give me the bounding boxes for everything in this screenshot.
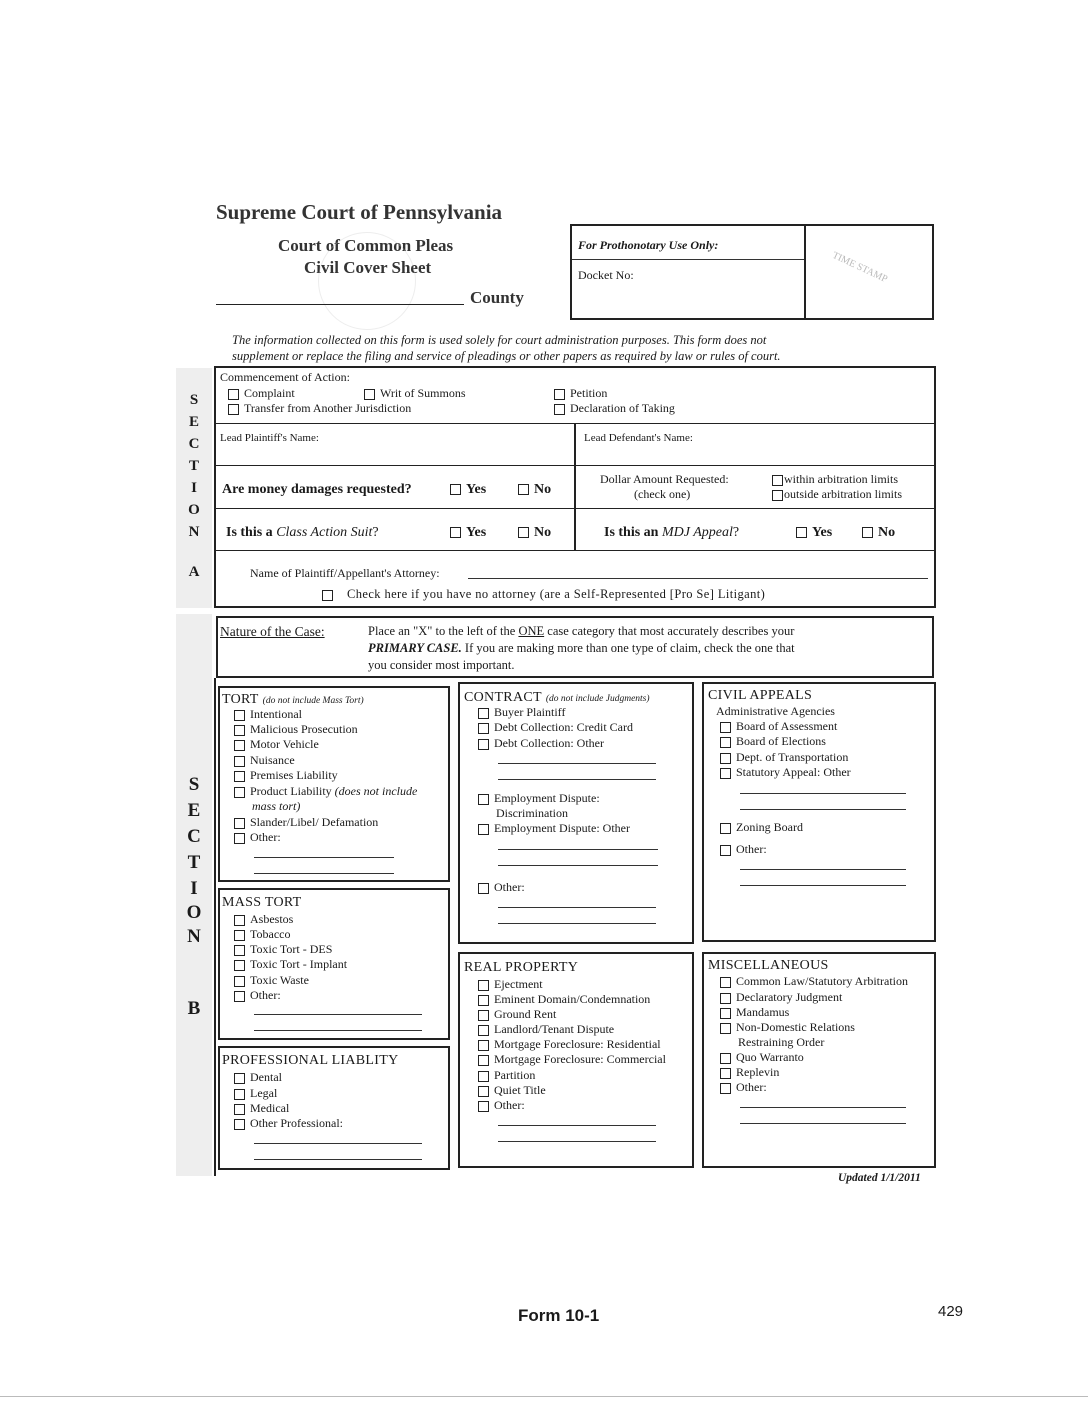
checkbox[interactable] <box>518 484 529 495</box>
checkbox[interactable] <box>478 1010 489 1021</box>
tort-premises[interactable]: Premises Liability <box>234 768 338 783</box>
attorney-label: Name of Plaintiff/Appellant's Attorney: <box>250 566 440 580</box>
checkbox[interactable] <box>478 1025 489 1036</box>
prothonotary-line <box>572 259 804 260</box>
class-action-question: Is this a Class Action Suit? <box>226 525 379 540</box>
checkbox[interactable] <box>478 1101 489 1112</box>
real-property-ejectment[interactable]: Ejectment <box>478 977 543 992</box>
real-property-mortgage-res[interactable]: Mortgage Foreclosure: Residential <box>478 1037 661 1052</box>
checkbox[interactable] <box>554 404 565 415</box>
checkbox[interactable] <box>720 753 731 764</box>
misc-other-line <box>740 1123 906 1124</box>
checkbox[interactable] <box>234 787 245 798</box>
misc-other-line <box>740 1107 906 1108</box>
civil-appeals-other-line-b <box>740 885 906 886</box>
section-b-letter: C <box>187 826 201 847</box>
checkbox[interactable] <box>720 977 731 988</box>
civil-appeals-statutory[interactable]: Statutory Appeal: Other <box>720 765 851 780</box>
real-property-quiet-title[interactable]: Quiet Title <box>478 1083 546 1098</box>
real-property-other[interactable]: Other: <box>478 1098 525 1113</box>
professional-other[interactable]: Other Professional: <box>234 1116 343 1131</box>
checkbox[interactable] <box>234 1119 245 1130</box>
checkbox[interactable] <box>478 1071 489 1082</box>
contract-employment-discrimination[interactable]: Employment Dispute: <box>478 791 600 806</box>
checkbox[interactable] <box>720 722 731 733</box>
contract-employment-line <box>498 865 658 866</box>
contract-credit-card[interactable]: Debt Collection: Credit Card <box>478 720 633 735</box>
civil-appeals-assessment[interactable]: Board of Assessment <box>720 719 837 734</box>
professional-other-line <box>254 1143 422 1144</box>
checkbox[interactable] <box>478 794 489 805</box>
tort-other-line <box>254 857 394 858</box>
checkbox[interactable] <box>364 389 375 400</box>
county-line <box>216 304 464 305</box>
checkbox[interactable] <box>720 737 731 748</box>
page-number: 429 <box>938 1303 964 1320</box>
county-label: County <box>470 288 524 307</box>
checkbox[interactable] <box>720 845 731 856</box>
contract-debt-other[interactable]: Debt Collection: Other <box>478 736 604 751</box>
misc-title: MISCELLANEOUS <box>708 958 829 973</box>
commencement-complaint[interactable]: Complaint <box>228 386 295 401</box>
section-b-letter: B <box>187 998 201 1019</box>
misc-other[interactable]: Other: <box>720 1080 767 1095</box>
civil-appeals-subtitle: Administrative Agencies <box>716 704 835 718</box>
civil-appeals-other[interactable]: Other: <box>720 842 767 857</box>
professional-medical[interactable]: Medical <box>234 1101 289 1116</box>
checkbox[interactable] <box>234 945 245 956</box>
section-a-letter: I <box>191 480 197 496</box>
checkbox[interactable] <box>234 960 245 971</box>
section-a-letter: C <box>188 436 200 452</box>
real-property-other-line <box>498 1125 656 1126</box>
checkbox[interactable] <box>234 1073 245 1084</box>
section-a-letter: T <box>188 458 199 474</box>
checkbox[interactable] <box>478 1055 489 1066</box>
checkbox[interactable] <box>478 723 489 734</box>
checkbox[interactable] <box>478 883 489 894</box>
section-a-letter: S <box>189 392 199 408</box>
section-a-col-divider <box>574 424 576 550</box>
tort-slander[interactable]: Slander/Libel/ Defamation <box>234 815 378 830</box>
misc-declaratory[interactable]: Declaratory Judgment <box>720 990 842 1005</box>
contract-other-line-b <box>498 907 656 908</box>
contract-employment-discrimination-2: Discrimination <box>496 806 568 820</box>
checkbox[interactable] <box>720 1053 731 1064</box>
prothonotary-divider <box>804 224 806 320</box>
checkbox[interactable] <box>234 1089 245 1100</box>
checkbox[interactable] <box>234 818 245 829</box>
misc-mandamus[interactable]: Mandamus <box>720 1005 789 1020</box>
checkbox[interactable] <box>234 930 245 941</box>
checkbox[interactable] <box>234 725 245 736</box>
checkbox[interactable] <box>862 527 873 538</box>
civil-appeals-title: CIVIL APPEALS <box>708 688 813 703</box>
checkbox[interactable] <box>234 991 245 1002</box>
checkbox[interactable] <box>234 740 245 751</box>
mdj-appeal-question: Is this an MDJ Appeal? <box>604 525 740 540</box>
lead-defendant-label: Lead Defendant's Name: <box>584 432 693 444</box>
tort-other[interactable]: Other: <box>234 830 281 845</box>
checkbox[interactable] <box>554 389 565 400</box>
checkbox[interactable] <box>478 824 489 835</box>
dollar-check-one: (check one) <box>634 487 691 501</box>
section-b-letter: I <box>190 878 198 899</box>
nature-text-2: PRIMARY CASE. If you are making more than one type of claim, check the one that <box>368 641 795 655</box>
section-b-letter: E <box>187 800 201 821</box>
class-action-no[interactable]: No <box>518 525 551 541</box>
checkbox[interactable] <box>228 389 239 400</box>
checkbox[interactable] <box>234 1104 245 1115</box>
misc-arbitration[interactable]: Common Law/Statutory Arbitration <box>720 974 908 989</box>
notice-line-2: supplement or replace the filing and service of pleadings or other papers as required by law or rules of court. <box>232 349 781 363</box>
professional-legal[interactable]: Legal <box>234 1086 277 1101</box>
civil-appeals-transportation[interactable]: Dept. of Transportation <box>720 750 848 765</box>
checkbox[interactable] <box>234 756 245 767</box>
civil-appeals-other-line <box>740 809 906 810</box>
dollar-amount-label: Dollar Amount Requested: <box>600 472 729 486</box>
tort-product-note-2: mass tort) <box>252 799 301 813</box>
mass-tort-other-line <box>254 1014 422 1015</box>
professional-dental[interactable]: Dental <box>234 1070 282 1085</box>
money-damages-question: Are money damages requested? <box>222 482 412 497</box>
tort-title: TORT (do not include Mass Tort) <box>222 692 364 707</box>
checkbox[interactable] <box>720 823 731 834</box>
court-seal <box>318 232 416 330</box>
tort-motor-vehicle[interactable]: Motor Vehicle <box>234 737 319 752</box>
checkbox[interactable] <box>322 590 333 601</box>
checkbox[interactable] <box>772 475 783 486</box>
nature-text-1: Place an "X" to the left of the ONE case category that most accurately describes your <box>368 624 795 638</box>
money-no[interactable]: No <box>518 482 551 498</box>
nature-text-3: you consider most important. <box>368 658 515 672</box>
checkbox[interactable] <box>478 1086 489 1097</box>
real-property-ground-rent[interactable]: Ground Rent <box>478 1007 556 1022</box>
commencement-transfer[interactable]: Transfer from Another Jurisdiction <box>228 401 411 416</box>
section-a-sidebar <box>176 368 212 608</box>
notice-line-1: The information collected on this form is used solely for court administration purposes. This form does not <box>232 333 767 347</box>
commencement-title: Commencement of Action: <box>220 370 350 384</box>
contract-other-line-b <box>498 923 656 924</box>
checkbox[interactable] <box>234 771 245 782</box>
checkbox[interactable] <box>234 976 245 987</box>
checkbox[interactable] <box>720 1023 731 1034</box>
checkbox[interactable] <box>796 527 807 538</box>
checkbox[interactable] <box>478 995 489 1006</box>
professional-title: PROFESSIONAL LIABLITY <box>222 1053 399 1068</box>
contract-employment-other[interactable]: Employment Dispute: Other <box>478 821 630 836</box>
mass-tort-title: MASS TORT <box>222 895 302 910</box>
real-property-partition[interactable]: Partition <box>478 1068 535 1083</box>
time-stamp-watermark: TIME STAMP <box>830 249 890 286</box>
checkbox[interactable] <box>720 993 731 1004</box>
form-number: Form 10-1 <box>518 1306 600 1325</box>
contract-other-line <box>498 779 656 780</box>
checkbox[interactable] <box>720 1083 731 1094</box>
misc-restraining: Restraining Order <box>738 1035 825 1049</box>
checkbox[interactable] <box>450 527 461 538</box>
within-arbitration[interactable]: within arbitration limits <box>772 472 898 487</box>
supreme-court-title: Supreme Court of Pennsylvania <box>216 200 503 224</box>
commencement-writ[interactable]: Writ of Summons <box>364 386 466 401</box>
class-action-yes[interactable]: Yes <box>450 525 486 541</box>
contract-title: CONTRACT (do not include Judgments) <box>464 690 650 705</box>
section-b-letter: N <box>187 926 201 947</box>
checkbox[interactable] <box>720 1068 731 1079</box>
misc-non-domestic[interactable]: Non-Domestic Relations <box>720 1020 855 1035</box>
checkbox[interactable] <box>518 527 529 538</box>
real-property-eminent[interactable]: Eminent Domain/Condemnation <box>478 992 650 1007</box>
section-a-letter: A <box>188 564 200 580</box>
updated-date: Updated 1/1/2011 <box>838 1172 921 1184</box>
checkbox[interactable] <box>228 404 239 415</box>
checkbox[interactable] <box>720 768 731 779</box>
contract-buyer[interactable]: Buyer Plaintiff <box>478 705 565 720</box>
contract-employment-line <box>498 849 658 850</box>
mass-tort-tobacco[interactable]: Tobacco <box>234 927 290 942</box>
checkbox[interactable] <box>478 708 489 719</box>
checkbox[interactable] <box>720 1008 731 1019</box>
real-property-landlord[interactable]: Landlord/Tenant Dispute <box>478 1022 614 1037</box>
mdj-yes[interactable]: Yes <box>796 525 832 541</box>
tort-product[interactable]: Product Liability (does not include <box>234 784 417 799</box>
mass-tort-other[interactable]: Other: <box>234 988 281 1003</box>
section-a-letter: O <box>188 502 200 518</box>
outside-arbitration[interactable]: outside arbitration limits <box>772 487 902 502</box>
mdj-no[interactable]: No <box>862 525 895 541</box>
real-property-mortgage-com[interactable]: Mortgage Foreclosure: Commercial <box>478 1052 666 1067</box>
section-b-sidebar <box>176 614 212 1176</box>
checkbox[interactable] <box>478 739 489 750</box>
contract-other-line <box>498 763 656 764</box>
contract-other[interactable]: Other: <box>478 880 525 895</box>
tort-malicious[interactable]: Malicious Prosecution <box>234 722 358 737</box>
checkbox[interactable] <box>234 710 245 721</box>
tort-intentional[interactable]: Intentional <box>234 707 302 722</box>
section-a-row-line <box>216 550 934 551</box>
lead-plaintiff-label: Lead Plaintiff's Name: <box>220 432 319 444</box>
checkbox[interactable] <box>478 980 489 991</box>
section-b-left-border <box>214 678 216 1176</box>
sheet-name: Civil Cover Sheet <box>304 258 432 277</box>
section-a-letter: N <box>188 524 200 540</box>
civil-appeals-zoning[interactable]: Zoning Board <box>720 820 803 835</box>
checkbox[interactable] <box>772 490 783 501</box>
mass-tort-asbestos[interactable]: Asbestos <box>234 912 293 927</box>
pro-se-check[interactable]: Check here if you have no attorney (are a Self-Represented [Pro Se] Litigant) <box>322 587 765 602</box>
checkbox[interactable] <box>450 484 461 495</box>
civil-appeals-other-line-b <box>740 869 906 870</box>
checkbox[interactable] <box>234 915 245 926</box>
tort-other-line <box>254 873 394 874</box>
mass-tort-waste[interactable]: Toxic Waste <box>234 973 309 988</box>
section-a-letter: E <box>188 414 199 430</box>
section-b-letter: O <box>186 902 202 923</box>
misc-replevin[interactable]: Replevin <box>720 1065 779 1080</box>
tort-nuisance[interactable]: Nuisance <box>234 753 295 768</box>
prothonotary-title: For Prothonotary Use Only: <box>578 238 719 252</box>
court-name: Court of Common Pleas <box>278 236 454 255</box>
civil-appeals-elections[interactable]: Board of Elections <box>720 734 826 749</box>
docket-label: Docket No: <box>578 268 634 282</box>
mass-tort-implant[interactable]: Toxic Tort - Implant <box>234 957 347 972</box>
professional-other-line <box>254 1159 422 1160</box>
commencement-petition[interactable]: Petition <box>554 386 607 401</box>
nature-label: Nature of the Case: <box>220 624 325 639</box>
checkbox[interactable] <box>478 1040 489 1051</box>
commencement-declaration[interactable]: Declaration of Taking <box>554 401 675 416</box>
section-b-letter: S <box>188 774 200 795</box>
money-yes[interactable]: Yes <box>450 482 486 498</box>
real-property-other-line <box>498 1141 656 1142</box>
mass-tort-other-line <box>254 1030 422 1031</box>
mass-tort-des[interactable]: Toxic Tort - DES <box>234 942 332 957</box>
civil-appeals-other-line <box>740 793 906 794</box>
real-property-title: REAL PROPERTY <box>464 960 579 975</box>
section-b-letter: T <box>187 852 201 873</box>
attorney-line <box>468 578 928 579</box>
misc-quo-warranto[interactable]: Quo Warranto <box>720 1050 804 1065</box>
checkbox[interactable] <box>234 833 245 844</box>
scan-bottom-edge <box>0 1396 1088 1397</box>
